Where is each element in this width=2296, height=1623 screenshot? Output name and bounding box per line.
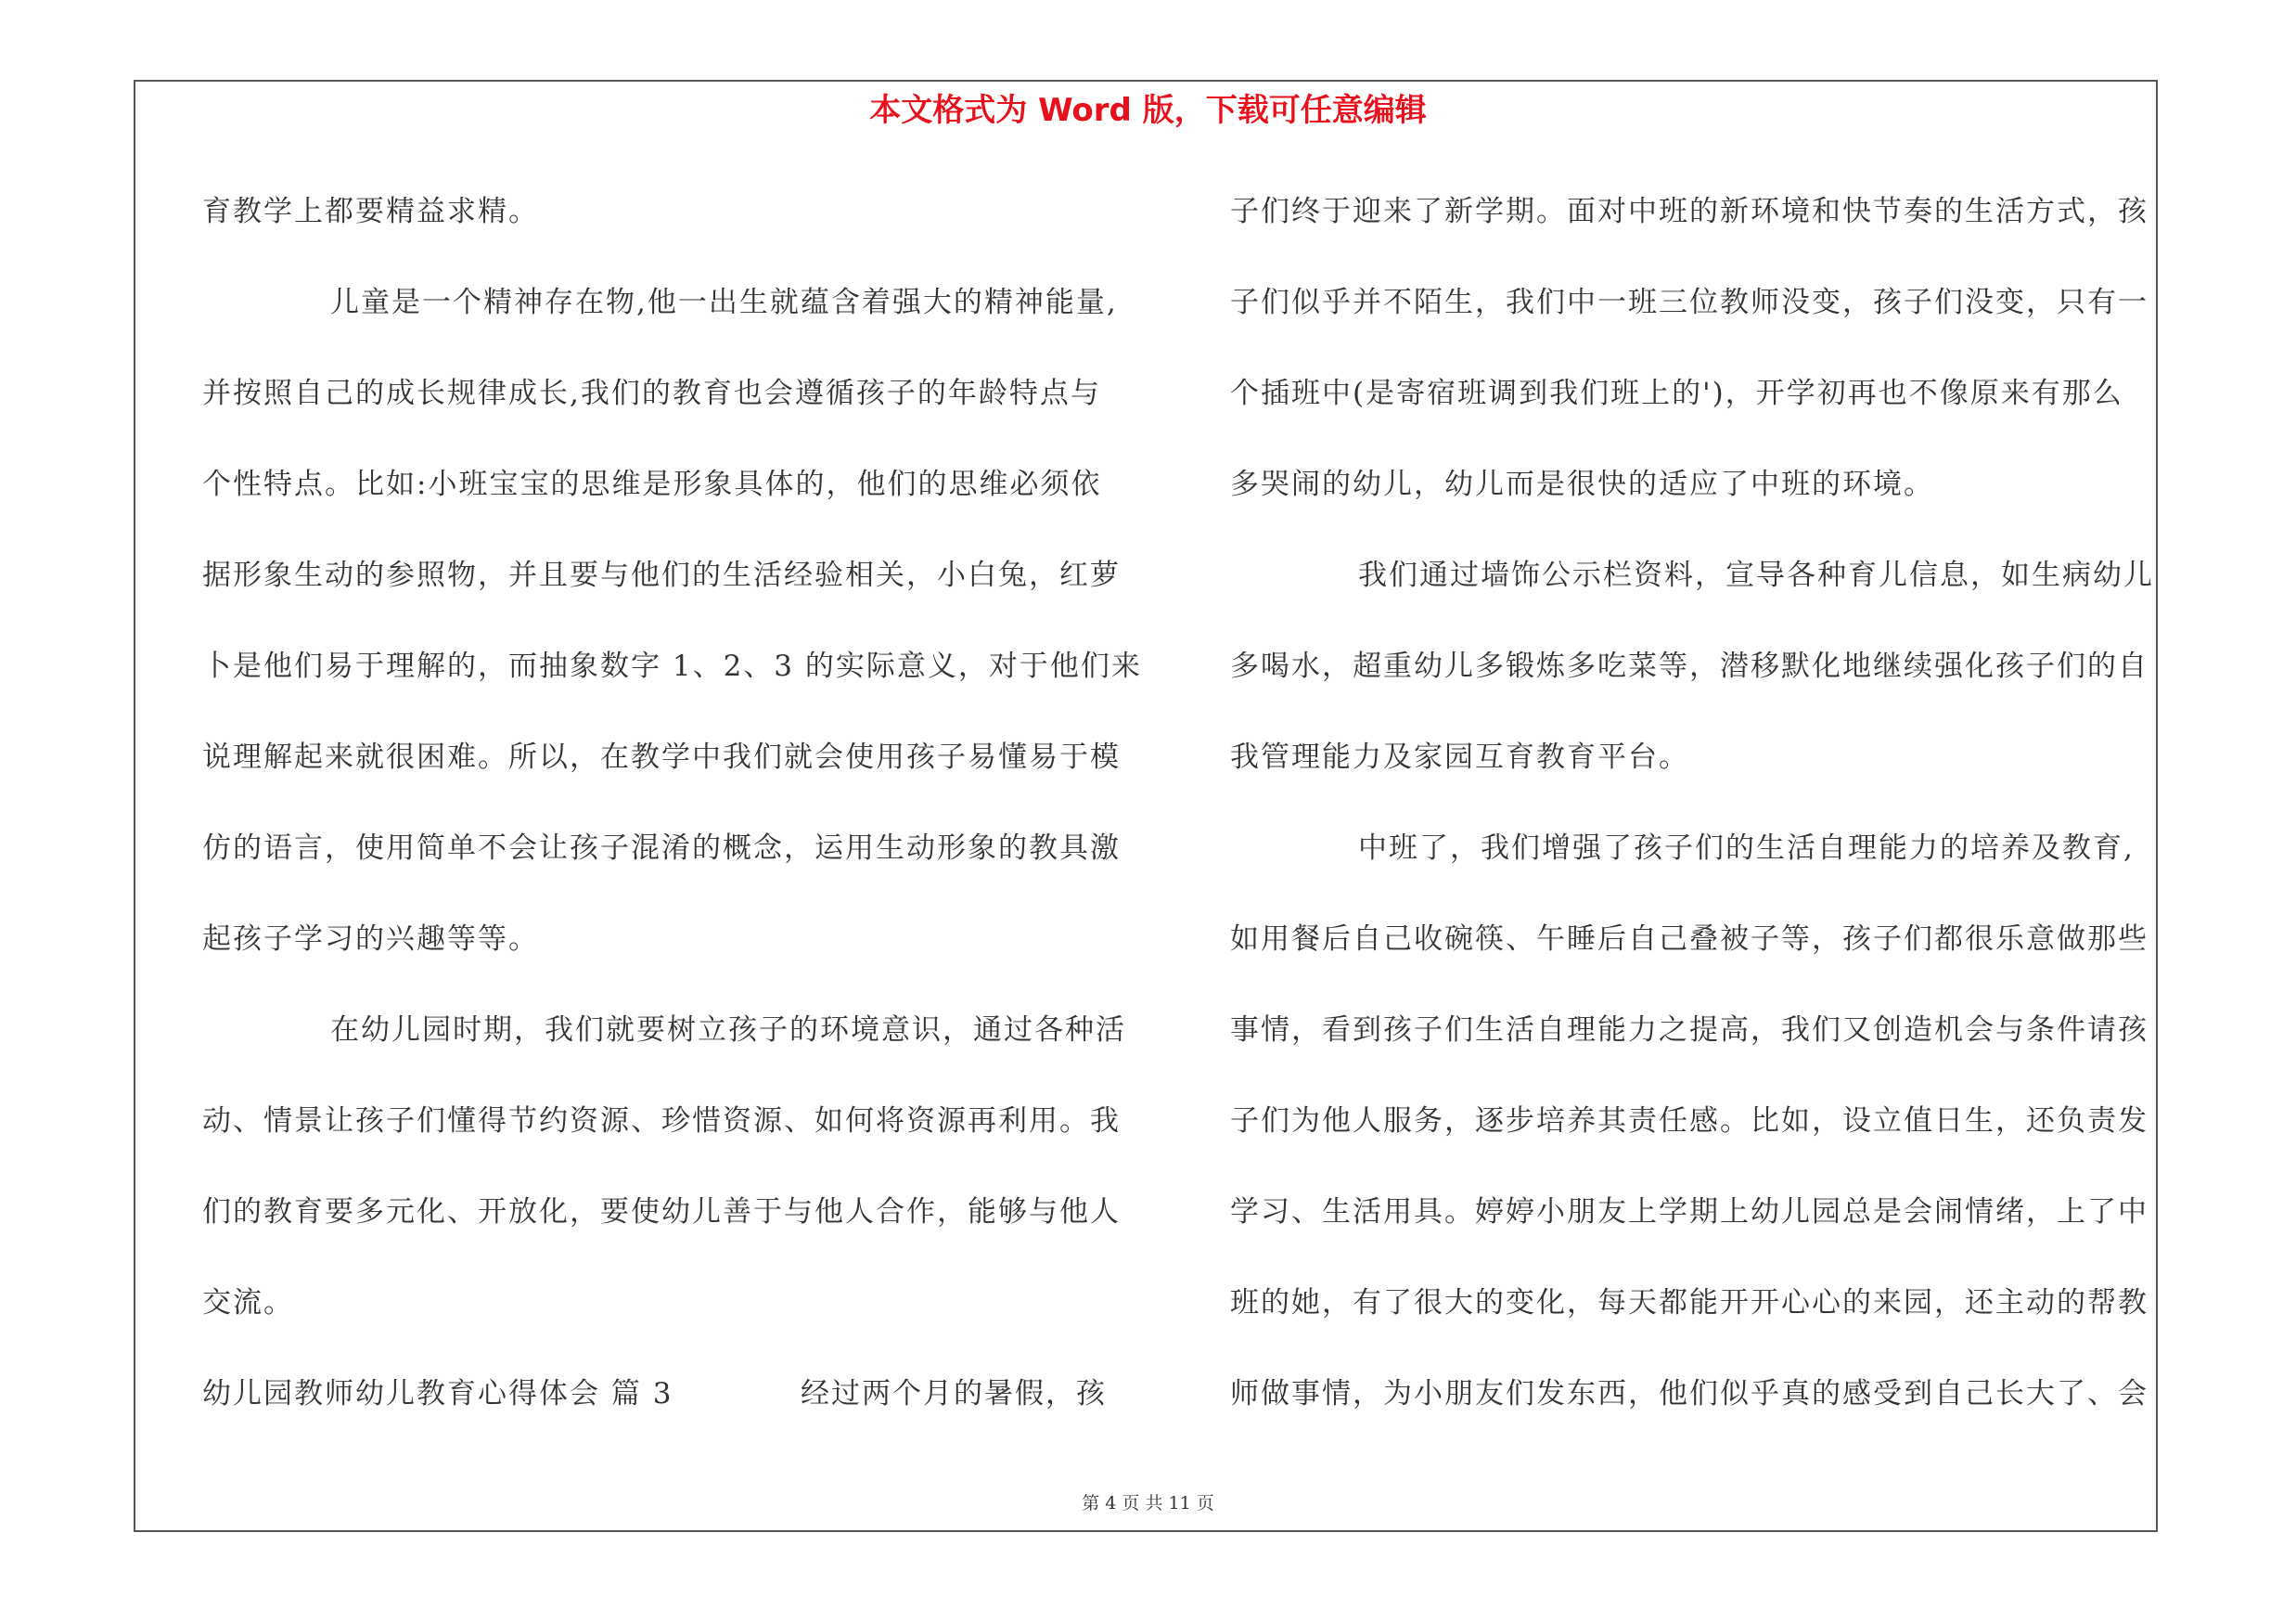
text-line: 多哭闹的幼儿，幼儿而是很快的适应了中班的环境。 — [1230, 468, 1934, 501]
text-line: 子们终于迎来了新学期。面对中班的新环境和快节奏的生活方式，孩 — [1230, 195, 2148, 228]
text-line: 如用餐后自己收碗筷、午睡后自己叠被子等，孩子们都很乐意做那些 — [1230, 922, 2148, 956]
section-heading-line — [202, 1364, 1135, 1455]
text-line: 交流。 — [202, 1286, 294, 1320]
text-line: 在幼儿园时期，我们就要树立孩子的环境意识，通过各种活 — [330, 1013, 1126, 1047]
text-line: 学习、生活用具。婷婷小朋友上学期上幼儿园总是会闹情绪，上了中 — [1230, 1195, 2148, 1229]
text-line: 育教学上都要精益求精。 — [202, 195, 539, 228]
text-line: 说理解起来就很困难。所以，在教学中我们就会使用孩子易懂易于模 — [202, 741, 1121, 774]
right-column — [1230, 182, 2162, 1455]
text-line: 动、情景让孩子们懂得节约资源、珍惜资源、如何将资源再利用。我 — [202, 1104, 1121, 1138]
text-line: 子们似乎并不陌生，我们中一班三位教师没变，孩子们没变，只有一 — [1230, 286, 2148, 319]
text-line: 个性特点。比如:小班宝宝的思维是形象具体的，他们的思维必须依 — [202, 468, 1102, 501]
word-format-banner: 本文格式为 Word 版，下载可任意编辑 — [869, 92, 1427, 129]
text-line: 们的教育要多元化、开放化，要使幼儿善于与他人合作，能够与他人 — [202, 1195, 1121, 1229]
text-line: 卜是他们易于理解的，而抽象数字 1、2、3 的实际意义，对于他们来 — [202, 650, 1142, 683]
text-line: 师做事情，为小朋友们发东西，他们似乎真的感受到自己长大了、会 — [1230, 1377, 2148, 1410]
left-column — [202, 182, 1142, 1455]
text-line: 仿的语言，使用简单不会让孩子混淆的概念，运用生动形象的教具激 — [202, 831, 1121, 865]
text-line: 我们通过墙饰公示栏资料，宣导各种育儿信息，如生病幼儿 — [1358, 559, 2154, 592]
text-line: 起孩子学习的兴趣等等。 — [202, 922, 539, 956]
text-line: 班的她，有了很大的变化，每天都能开开心心的来园，还主动的帮教 — [1230, 1286, 2148, 1320]
section-first-text: 经过两个月的暑假，孩 — [801, 1377, 1107, 1410]
text-line: 中班了，我们增强了孩子们的生活自理能力的培养及教育, — [1358, 831, 2135, 865]
text-line: 多喝水，超重幼儿多锻炼多吃菜等，潜移默化地继续强化孩子们的自 — [1230, 650, 2148, 683]
page-footer: 第 4 页 共 11 页 — [1082, 1493, 1214, 1514]
section-heading: 幼儿园教师幼儿教育心得体会 篇 3 — [202, 1377, 673, 1410]
text-line: 据形象生动的参照物，并且要与他们的生活经验相关，小白兔，红萝 — [202, 559, 1121, 592]
text-line: 个插班中(是寄宿班调到我们班上的')，开学初再也不像原来有那么 — [1230, 377, 2123, 410]
text-line: 子们为他人服务，逐步培养其责任感。比如，设立值日生，还负责发 — [1230, 1104, 2148, 1138]
text-line: 我管理能力及家园互育教育平台。 — [1230, 741, 1689, 774]
text-line: 儿童是一个精神存在物,他一出生就蕴含着强大的精神能量, — [330, 286, 1118, 319]
text-line: 并按照自己的成长规律成长,我们的教育也会遵循孩子的年龄特点与 — [202, 377, 1101, 410]
text-line: 事情，看到孩子们生活自理能力之提高，我们又创造机会与条件请孩 — [1230, 1013, 2148, 1047]
